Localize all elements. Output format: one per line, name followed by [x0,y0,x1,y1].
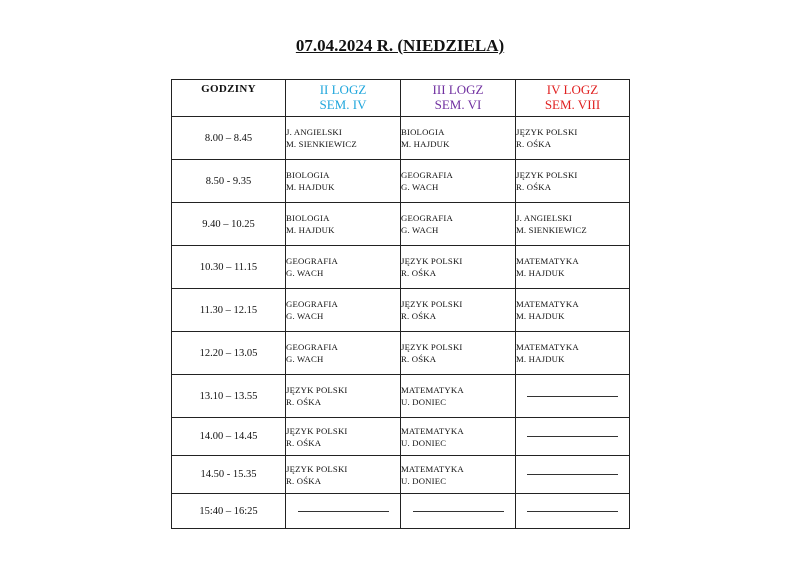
lesson-cell [401,203,516,246]
subject-name: JĘZYK POLSKI [286,385,348,395]
empty-lesson-cell [401,494,516,529]
group-header-iv-logz [516,80,630,117]
subject-name: J. ANGIELSKI [516,213,572,223]
empty-lesson-cell [286,494,401,529]
empty-slot-line [527,511,618,512]
lesson-cell [401,289,516,332]
teacher-name: G. WACH [286,311,324,321]
teacher-name: M. SIENKIEWICZ [286,139,357,149]
time-slot: 13.10 – 13.55 [172,375,286,418]
time-slot: 14.50 - 15.35 [172,456,286,494]
empty-slot-line [527,436,618,437]
subject-name: JĘZYK POLSKI [401,342,463,352]
hours-column-header: GODZINY [172,80,286,117]
teacher-name: M. HAJDUK [516,311,565,321]
lesson-cell [401,332,516,375]
lesson-cell [401,418,516,456]
lesson-cell [286,246,401,289]
group-semester: SEM. VIII [544,97,601,112]
subject-name: GEOGRAFIA [286,256,338,266]
teacher-name: G. WACH [401,225,439,235]
teacher-name: G. WACH [286,354,324,364]
subject-name: JĘZYK POLSKI [516,170,578,180]
subject-name: GEOGRAFIA [286,299,338,309]
time-slot: 11.30 – 12.15 [172,289,286,332]
subject-name: JĘZYK POLSKI [286,425,348,436]
teacher-name: R. OŚKA [286,475,322,486]
lesson-cell [516,246,630,289]
empty-lesson-cell [516,375,630,418]
empty-slot-line [413,511,504,512]
empty-lesson-cell [516,456,630,494]
table-row [172,494,630,529]
teacher-name: U. DONIEC [401,475,447,486]
lesson-cell [286,332,401,375]
teacher-name: M. HAJDUK [401,139,450,149]
subject-name: MATEMATYKA [516,342,579,352]
teacher-name: R. OŚKA [286,437,322,448]
lesson-cell [516,332,630,375]
table-row [172,418,630,456]
subject-name: JĘZYK POLSKI [286,463,348,474]
group-semester: SEM. IV [319,97,367,112]
lesson-cell [286,117,401,160]
table-row [172,456,630,494]
teacher-name: R. OŚKA [516,139,552,149]
lesson-cell [401,246,516,289]
table-row [172,289,630,332]
teacher-name: R. OŚKA [286,397,322,407]
lesson-cell [286,203,401,246]
schedule-table [171,79,630,529]
teacher-name: G. WACH [286,268,324,278]
empty-lesson-cell [516,494,630,529]
schedule-body [172,80,630,529]
lesson-cell [516,203,630,246]
subject-name: JĘZYK POLSKI [401,299,463,309]
teacher-name: U. DONIEC [401,397,447,407]
table-row [172,117,630,160]
subject-name: JĘZYK POLSKI [516,127,578,137]
lesson-cell [401,117,516,160]
subject-name: MATEMATYKA [516,256,579,266]
teacher-name: M. HAJDUK [286,225,335,235]
teacher-name: R. OŚKA [401,311,437,321]
subject-name: BIOLOGIA [286,213,330,223]
lesson-cell [401,160,516,203]
subject-name: MATEMATYKA [401,385,464,395]
lesson-cell [516,117,630,160]
lesson-cell [401,375,516,418]
time-slot: 10.30 – 11.15 [172,246,286,289]
schedule-title: 07.04.2024 R. (NIEDZIELA) [295,36,505,55]
time-slot: 14.00 – 14.45 [172,418,286,456]
subject-name: BIOLOGIA [401,127,445,137]
time-slot: 8.50 - 9.35 [172,160,286,203]
table-row [172,332,630,375]
lesson-cell [286,375,401,418]
teacher-name: R. OŚKA [401,268,437,278]
subject-name: MATEMATYKA [516,299,579,309]
lesson-cell [516,289,630,332]
table-row [172,375,630,418]
group-header-ii-logz [286,80,401,117]
subject-name: GEOGRAFIA [286,342,338,352]
subject-name: GEOGRAFIA [401,213,453,223]
teacher-name: M. HAJDUK [286,182,335,192]
time-slot: 8.00 – 8.45 [172,117,286,160]
subject-name: GEOGRAFIA [401,170,453,180]
table-row [172,246,630,289]
subject-name: J. ANGIELSKI [286,127,342,137]
teacher-name: G. WACH [401,182,439,192]
teacher-name: M. HAJDUK [516,354,565,364]
table-row [172,203,630,246]
teacher-name: R. OŚKA [516,182,552,192]
group-name: IV LOGZ [546,82,599,97]
lesson-cell [401,456,516,494]
lesson-cell [286,289,401,332]
group-name: III LOGZ [432,82,484,97]
header-row [172,80,630,117]
subject-name: BIOLOGIA [286,170,330,180]
lesson-cell [286,160,401,203]
group-semester: SEM. VI [434,97,482,112]
empty-slot-line [527,396,618,397]
lesson-cell [516,160,630,203]
empty-lesson-cell [516,418,630,456]
subject-name: MATEMATYKA [401,425,464,436]
group-header-iii-logz [401,80,516,117]
group-name: II LOGZ [319,82,367,97]
table-row [172,160,630,203]
teacher-name: M. HAJDUK [516,268,565,278]
time-slot: 15:40 – 16:25 [172,494,286,529]
empty-slot-line [298,511,389,512]
subject-name: JĘZYK POLSKI [401,256,463,266]
teacher-name: M. SIENKIEWICZ [516,225,587,235]
teacher-name: R. OŚKA [401,354,437,364]
subject-name: MATEMATYKA [401,463,464,474]
lesson-cell [286,418,401,456]
empty-slot-line [527,474,618,475]
time-slot: 9.40 – 10.25 [172,203,286,246]
teacher-name: U. DONIEC [401,437,447,448]
lesson-cell [286,456,401,494]
time-slot: 12.20 – 13.05 [172,332,286,375]
